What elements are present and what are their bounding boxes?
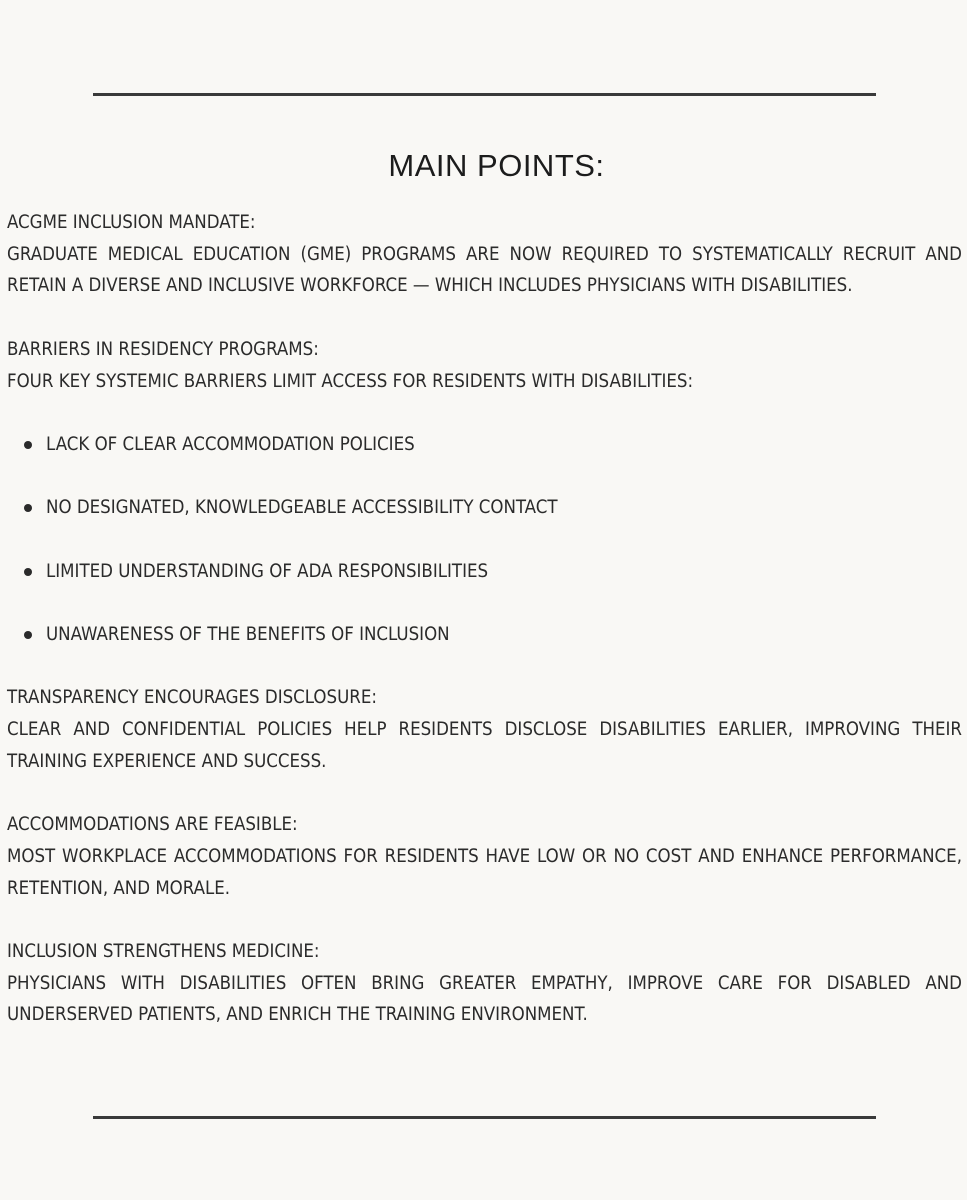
list-item-text: NO DESIGNATED, KNOWLEDGEABLE ACCESSIBILITY CONTACT (46, 497, 558, 519)
list-item-text: LACK OF CLEAR ACCOMMODATION POLICIES (46, 433, 415, 455)
main-points-content (7, 207, 962, 1031)
section-accommodations-are-feasible (7, 809, 962, 904)
bottom-divider (93, 1116, 876, 1119)
section-body: FOUR KEY SYSTEMIC BARRIERS LIMIT ACCESS FOR RESIDENTS WITH DISABILITIES: (7, 370, 694, 392)
list-item-text: LIMITED UNDERSTANDING OF ADA RESPONSIBILITIES (46, 560, 489, 582)
top-divider (93, 93, 876, 96)
list-item (7, 619, 962, 651)
section-heading: ACGME INCLUSION MANDATE: (7, 212, 256, 233)
bullet-icon (24, 568, 32, 576)
list-item-text: UNAWARENESS OF THE BENEFITS OF INCLUSION (46, 624, 450, 646)
list-item (7, 429, 962, 461)
bullet-icon (24, 441, 32, 449)
section-transparency-encourages-disclosure (7, 682, 962, 777)
section-body: GRADUATE MEDICAL EDUCATION (GME) PROGRAMS ARE NOW REQUIRED TO SYSTEMATICALLY RECRUIT AND RETAIN A DIVERSE AND INCLUSIVE WORKFORCE — WHICH INCLUDES PHYSICIANS WITH DISABILITIES. (7, 243, 962, 297)
list-item (7, 556, 962, 588)
section-body: MOST WORKPLACE ACCOMMODATIONS FOR RESIDENTS HAVE LOW OR NO COST AND ENHANCE PERFORMANCE, RETENTION, AND MORALE. (7, 845, 962, 899)
section-body: PHYSICIANS WITH DISABILITIES OFTEN BRING GREATER EMPATHY, IMPROVE CARE FOR DISABLED AND UNDERSERVED PATIENTS, AND ENRICH THE TRAINING ENVIRONMENT. (7, 972, 962, 1026)
section-heading: BARRIERS IN RESIDENCY PROGRAMS: (7, 338, 319, 360)
list-item (7, 492, 962, 524)
section-heading: INCLUSION STRENGTHENS MEDICINE: (7, 941, 320, 963)
section-heading: ACCOMMODATIONS ARE FEASIBLE: (7, 814, 298, 836)
page-title: MAIN POINTS: (388, 148, 605, 183)
bullet-icon (24, 504, 32, 512)
section-barriers-in-residency-programs (7, 334, 962, 651)
barriers-list (7, 429, 962, 651)
section-body: CLEAR AND CONFIDENTIAL POLICIES HELP RESIDENTS DISCLOSE DISABILITIES EARLIER, IMPROVING THEIR TRAINING EXPERIENCE AND SUCCESS. (7, 719, 962, 772)
section-heading: TRANSPARENCY ENCOURAGES DISCLOSURE: (7, 687, 377, 709)
bullet-icon (24, 631, 32, 639)
section-inclusion-strengthens-medicine (7, 936, 962, 1031)
section-acgme-inclusion-mandate (7, 207, 962, 302)
